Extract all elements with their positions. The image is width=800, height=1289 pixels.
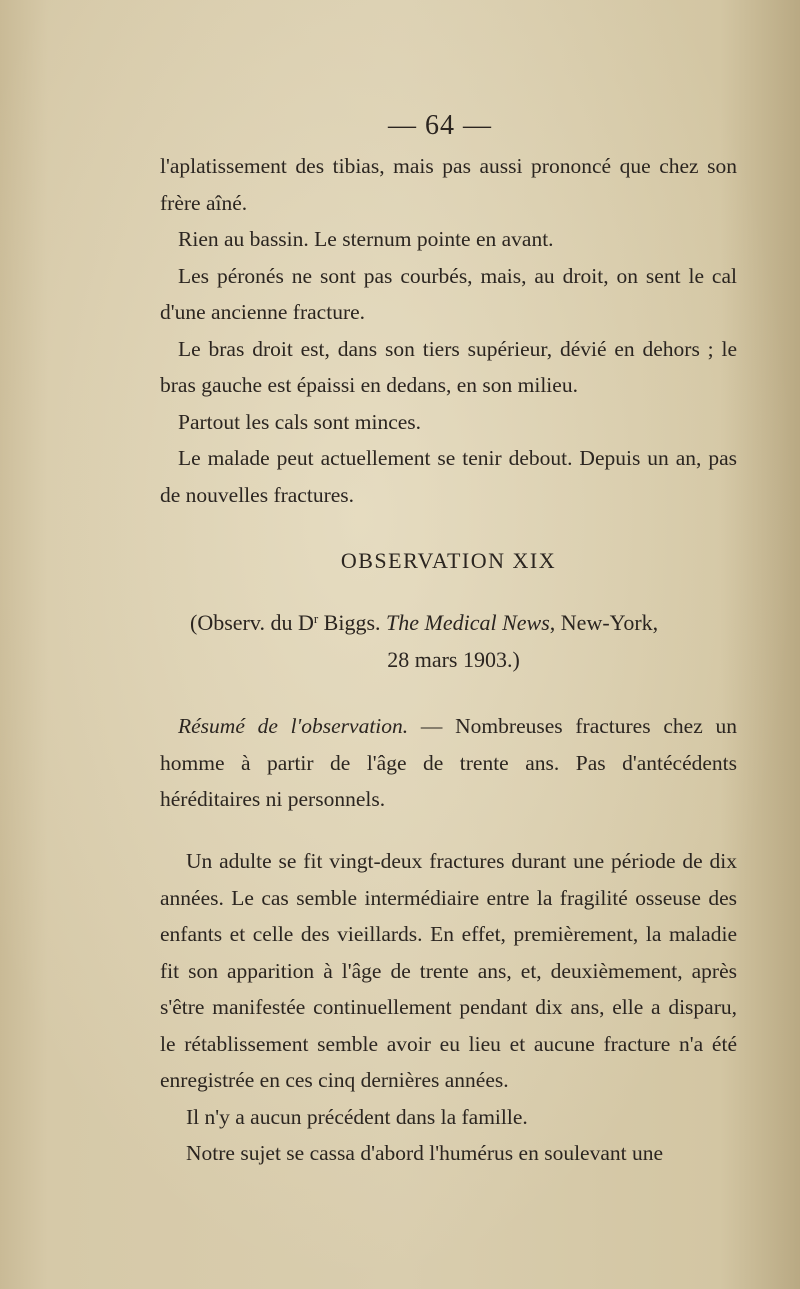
observation-heading: OBSERVATION XIX [340,548,557,573]
page-number: — 64 — [388,110,492,141]
paragraph: Rien au bassin. Le sternum pointe en avant. [178,227,554,251]
doctor-superscript: r [313,611,319,626]
source-place: , New-York, [549,610,659,635]
source-line-1 [160,605,737,642]
paragraph: Notre sujet se cassa d'abord l'humérus en soulevant une [186,1141,664,1165]
paragraph: Le malade peut actuellement se tenir debout. Depuis un an, pas de nouvelles fractures. [160,446,737,507]
source-prefix: (Observ. du D [190,610,314,635]
resume-text: — Nombreuses fractures chez un homme à partir de l'âge de trente ans. Pas d'antécédents héréditaires ni personnels. [160,714,737,811]
paragraph: Partout les cals sont minces. [178,409,422,434]
resume-paragraph [160,708,737,818]
source-journal: The Medical News [386,610,550,635]
paragraph: Le bras droit est, dans son tiers supérieur, dévié en dehors ; le bras gauche est épaissi en dedans, en son milieu. [160,336,737,397]
paragraph: Il n'y a aucun précédent dans la famille. [186,1104,528,1129]
source-author: Biggs. [318,610,387,635]
observation-source [160,605,737,678]
paragraph-continuation: l'aplatissement des tibias, mais pas aussi prononcé que chez son frère aîné. [160,154,737,215]
paragraph: Un adulte se fit vingt-deux fractures durant une période de dix années. Le cas semble intermédiaire entre la fragilité osseuse des enfants et celle des vieillards. En effet, premièrement, la maladie fit son apparition à l'âge de trente ans, et, deuxièmement, après s'être manifestée continuellement pendant dix ans, elle a disparu, le rétablissement semble avoir eu lieu et aucune fracture n'a été enregistrée en ces cinq dernières années. [160,849,737,1092]
resume-block [160,708,737,818]
paragraph: Les péronés ne sont pas courbés, mais, au droit, on sent le cal d'une ancienne fracture. [160,263,737,324]
top-text-block [160,148,737,513]
bottom-text-block [160,843,737,1172]
resume-label: Résumé de l'observation. [178,714,409,738]
source-date: 28 mars 1903.) [387,646,520,672]
